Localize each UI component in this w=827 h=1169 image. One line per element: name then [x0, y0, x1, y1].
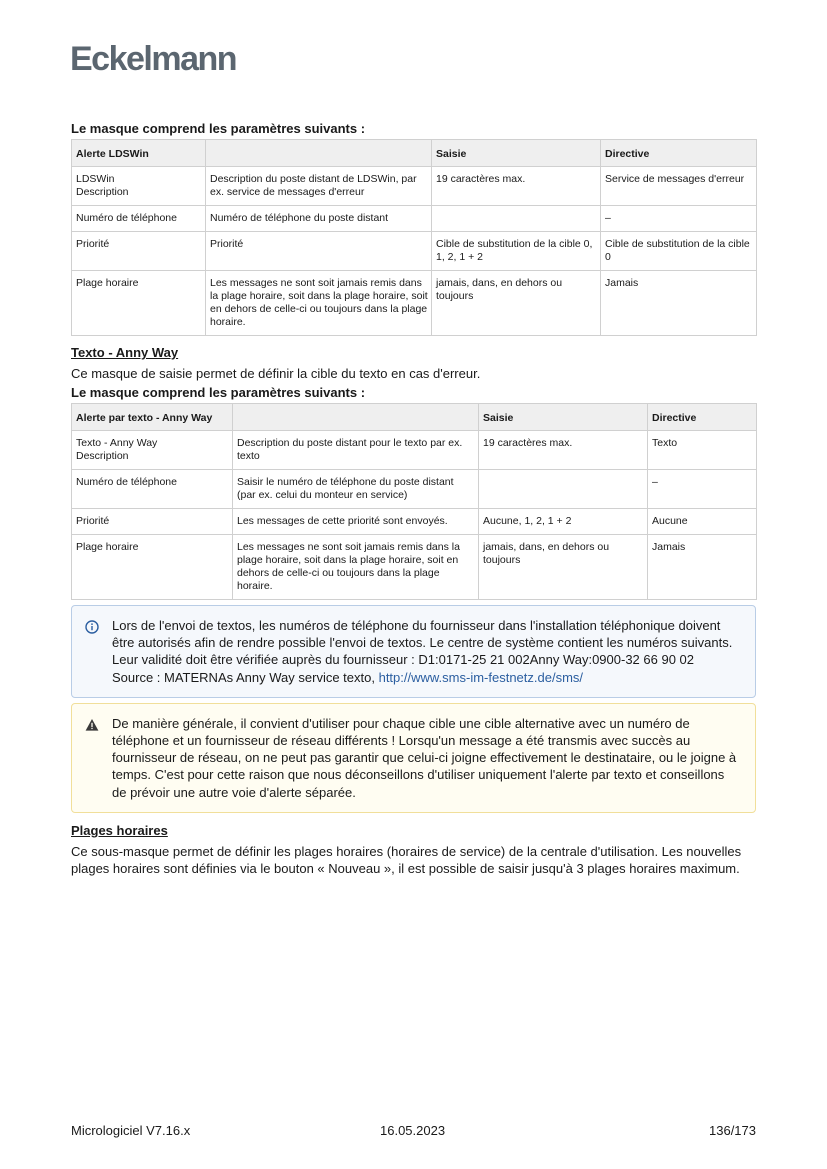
params-heading-ldswin: Le masque comprend les paramètres suivants : [71, 121, 366, 136]
input-cell: Cible de substitution de la cible 0, 1, 2, 1 + 2 [432, 232, 601, 271]
description-cell: Priorité [206, 232, 432, 271]
param-cell: Numéro de téléphone [72, 470, 233, 509]
ldswin-params-table [71, 139, 757, 336]
param-cell: Priorité [72, 509, 233, 535]
column-header [233, 404, 479, 431]
table-row [72, 470, 757, 509]
description-cell: Les messages ne sont soit jamais remis dans la plage horaire, soit dans la plage horaire, soit en dehors de celle-ci ou toujours dans la plage horaire. [233, 535, 479, 600]
info-callout [71, 605, 756, 698]
default-cell: Aucune [648, 509, 757, 535]
input-cell: jamais, dans, en dehors ou toujours [479, 535, 648, 600]
section-title-plages: Plages horaires [71, 822, 168, 838]
input-cell: 19 caractères max. [432, 167, 601, 206]
plages-text: Ce sous-masque permet de définir les plages horaires (horaires de service) de la centrale d'utilisation. Les nouvelles plages horaires sont définies via le bouton « Nouveau », il est possible de saisir jusqu'à 3 plages horaires maximum. [71, 843, 742, 876]
page-content [71, 121, 756, 882]
default-cell: – [648, 470, 757, 509]
warning-callout [71, 703, 756, 813]
warning-icon [85, 718, 99, 732]
param-cell: LDSWin Description [72, 167, 206, 206]
texto-intro: Ce masque de saisie permet de définir la cible du texto en cas d'erreur. [71, 366, 481, 381]
description-cell: Les messages de cette priorité sont envoyés. [233, 509, 479, 535]
table-header-row [72, 404, 757, 431]
input-cell [479, 470, 648, 509]
footer-page-number: 136/173 [709, 1123, 756, 1138]
default-cell: Service de messages d'erreur [601, 167, 757, 206]
table-row [72, 535, 757, 600]
default-cell: Cible de substitution de la cible 0 [601, 232, 757, 271]
column-header: Directive [648, 404, 757, 431]
table-row [72, 431, 757, 470]
table-row [72, 206, 757, 232]
input-cell [432, 206, 601, 232]
table-row [72, 232, 757, 271]
table-row [72, 167, 757, 206]
description-cell: Description du poste distant pour le texto par ex. texto [233, 431, 479, 470]
warning-text: De manière générale, il convient d'utiliser pour chaque cible une cible alternative avec un numéro de téléphone et un fournisseur de réseau différents ! Lorsqu'un message a été transmis avec succès au fournisseur de réseau, on ne peut pas garantir que celui-ci joigne effectivement le destinataire, ou le joigne à temps. C'est pour cette raison que nous déconseillons d'utiliser uniquement l'alerte par texto et conseillons de prévoir une autre voie d'alerte séparée. [112, 715, 737, 800]
table-row [72, 271, 757, 336]
description-cell: Description du poste distant de LDSWin, par ex. service de messages d'erreur [206, 167, 432, 206]
params-heading-texto: Le masque comprend les paramètres suivants : [71, 385, 366, 400]
description-cell: Les messages ne sont soit jamais remis dans la plage horaire, soit dans la plage horaire, soit en dehors de celle-ci ou toujours dans la plage horaire. [206, 271, 432, 336]
column-header [206, 140, 432, 167]
texto-params-table [71, 403, 757, 600]
param-cell: Priorité [72, 232, 206, 271]
input-cell: jamais, dans, en dehors ou toujours [432, 271, 601, 336]
default-cell: Jamais [601, 271, 757, 336]
table-header-row [72, 140, 757, 167]
column-header: Alerte par texto - Anny Way [72, 404, 233, 431]
column-header: Directive [601, 140, 757, 167]
param-cell: Texto - Anny Way Description [72, 431, 233, 470]
default-cell: Texto [648, 431, 757, 470]
footer-date: 16.05.2023 [380, 1123, 446, 1138]
default-cell: – [601, 206, 757, 232]
column-header: Saisie [432, 140, 601, 167]
footer-version: Micrologiciel V7.16.x [71, 1123, 191, 1138]
materna-link[interactable]: http://www.sms-im-festnetz.de/sms/ [378, 669, 584, 685]
info-icon [85, 620, 99, 634]
input-cell: Aucune, 1, 2, 1 + 2 [479, 509, 648, 535]
brand-logo: Eckelmann [70, 40, 237, 78]
default-cell: Jamais [648, 535, 757, 600]
param-cell: Plage horaire [72, 535, 233, 600]
section-title-texto: Texto - Anny Way [71, 345, 179, 360]
param-cell: Numéro de téléphone [72, 206, 206, 232]
info-text: Lors de l'envoi de textos, les numéros de téléphone du fournisseur dans l'installation téléphonique doivent être autorisés afin de rendre possible l'envoi de textos. Le centre de système contient les numéros suivants. Leur validité doit être vérifiée auprès du fournisseur : D1:0171-25 21 002Anny Way:0900-32 66 90 02 Source : MATERNAs Anny Way service texto, [112, 618, 733, 685]
column-header: Alerte LDSWin [72, 140, 206, 167]
description-cell: Saisir le numéro de téléphone du poste distant (par ex. celui du monteur en service) [233, 470, 479, 509]
param-cell: Plage horaire [72, 271, 206, 336]
description-cell: Numéro de téléphone du poste distant [206, 206, 432, 232]
table-row [72, 509, 757, 535]
input-cell: 19 caractères max. [479, 431, 648, 470]
column-header: Saisie [479, 404, 648, 431]
